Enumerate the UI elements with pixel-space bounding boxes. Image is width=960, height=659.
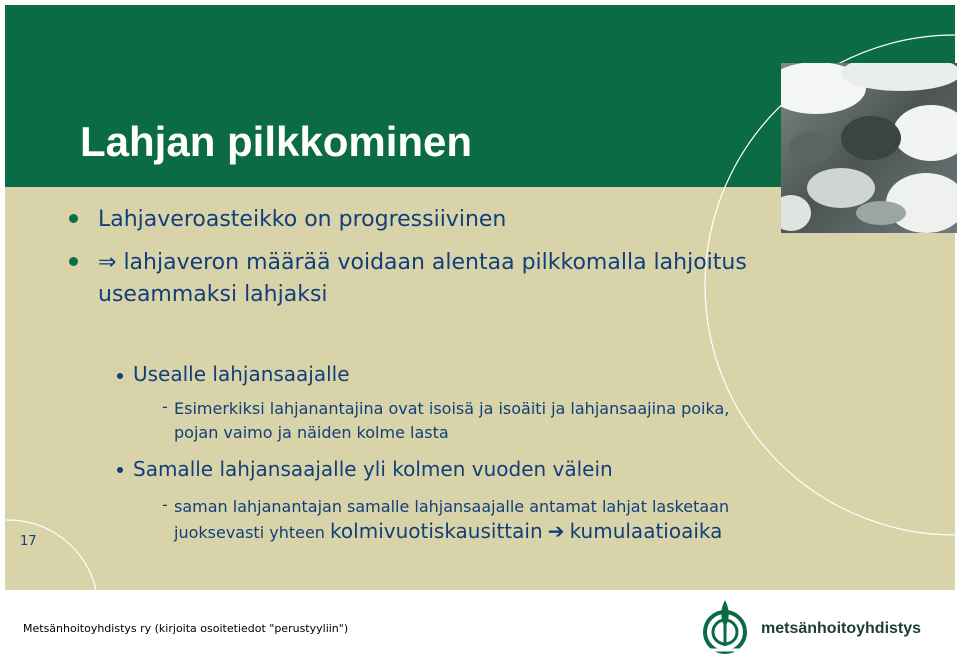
implies-arrow-icon: ⇒ <box>98 250 117 275</box>
brand-logo-text: metsänhoitoyhdistys <box>761 620 922 637</box>
page-number: 17 <box>20 534 37 549</box>
ice-stream-photo <box>781 63 957 233</box>
cumulation-line1: saman lahjanantajan samalle lahjansaajalle antamat lahjat lasketaan <box>174 497 730 516</box>
example-line2: pojan vaimo ja näiden kolme lasta <box>174 423 449 442</box>
cumulation-line2 <box>174 519 722 545</box>
sub-bullet-icon <box>117 373 123 379</box>
bullet-splitting-line2: useammaksi lahjaksi <box>98 282 328 307</box>
bullet-progressive-scale: Lahjaveroasteikko on progressiivinen <box>98 207 507 232</box>
sub-bullet-icon <box>117 467 123 473</box>
bullet-splitting-line1: lahjaveron määrää voidaan alentaa pilkkomalla lahjoitus <box>123 250 747 275</box>
bullet-icon <box>69 257 78 266</box>
example-line1: Esimerkiksi lahjanantajina ovat isoisä ja isoäiti ja lahjansaajina poika, <box>174 399 730 418</box>
bullet-splitting-gift <box>98 247 747 279</box>
dash-marker: - <box>162 495 168 514</box>
right-arrow-icon: ➔ <box>547 519 565 543</box>
sub-bullet-multiple-recipients: Usealle lahjansaajalle <box>133 362 350 386</box>
bullet-icon <box>69 214 78 223</box>
cumulation-line2-start: juoksevasti yhteen <box>174 523 325 542</box>
cumulation-time-term: kumulaatioaika <box>569 519 723 543</box>
footer-text: Metsänhoitoyhdistys ry (kirjoita osoitetiedot "perustyyliin") <box>23 622 349 635</box>
slide-title: Lahjan pilkkominen <box>80 118 473 165</box>
dash-marker: - <box>162 397 168 416</box>
sub-bullet-same-recipient: Samalle lahjansaajalle yli kolmen vuoden välein <box>133 457 613 481</box>
cumulation-period-term: kolmivuotiskausittain <box>330 519 543 543</box>
